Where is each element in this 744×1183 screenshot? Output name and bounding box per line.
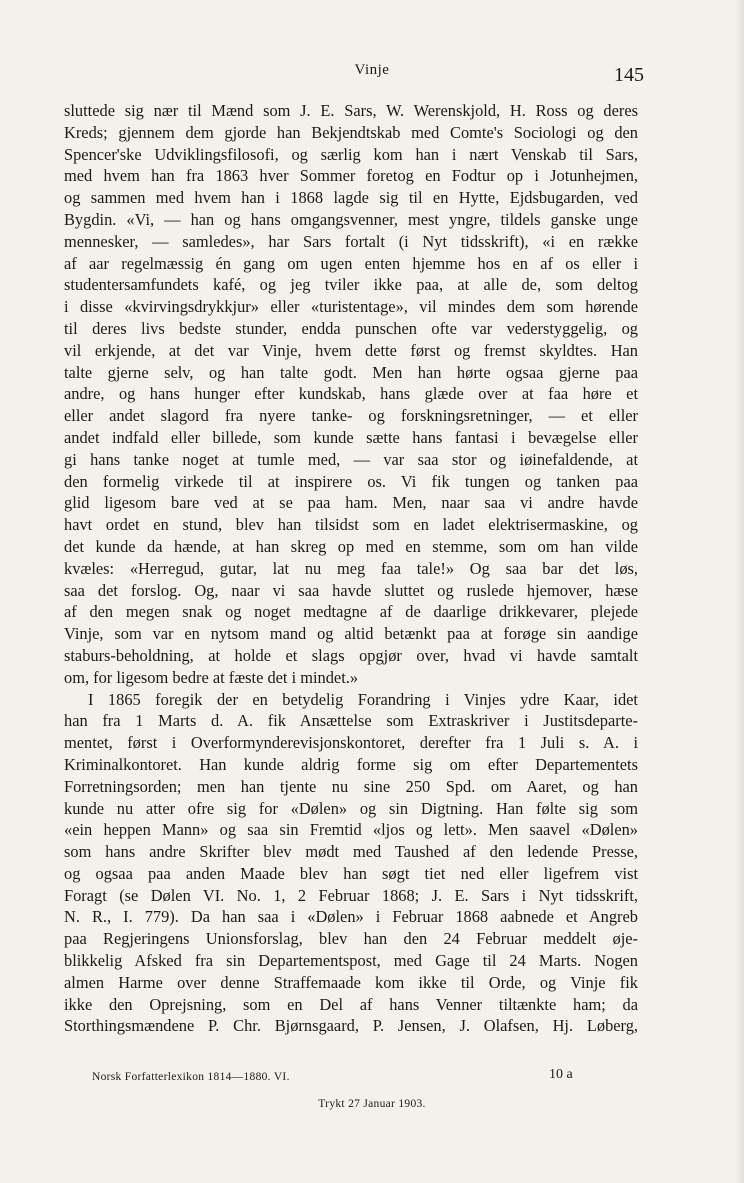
text-line: og ogsaa paa anden Maade blev han søgt tiet ned eller ligefrem vist bbox=[64, 863, 638, 883]
text-line: af den megen snak og noget medtagne af de daarlige drikkevarer, plejede bbox=[64, 602, 638, 622]
text-line: Bygdin. «Vi, — han og hans omgangsvenner, mest yngre, tildels ganske unge bbox=[64, 209, 638, 229]
text-line: saa det forslog. Og, naar vi saa havde sluttet og ruslede hjemover, hæse bbox=[64, 580, 638, 600]
text-line: Kriminalkontoret. Han kunde aldrig forme sig om efter Departementets bbox=[64, 754, 638, 774]
footer-signature-mark: 10 a bbox=[549, 1067, 573, 1082]
body-text bbox=[64, 100, 638, 1037]
text-line: blikkelig Afsked fra sin Departementspost, med Gage til 24 Marts. Nogen bbox=[64, 951, 638, 971]
text-line: som hans andre Skrifter blev mødt med Taushed af den ledende Presse, bbox=[64, 842, 638, 862]
text-line: Vinje, som var en nytsom mand og altid betænkt paa at forøge sin aandige bbox=[64, 624, 638, 644]
text-line: I 1865 foregik der en betydelig Forandring i Vinjes ydre Kaar, idet bbox=[88, 689, 638, 709]
text-line: Forretningsorden; men han tjente nu sine 250 Spd. om Aaret, og han bbox=[64, 776, 638, 796]
text-line: det kunde da hænde, at han skreg op med en stemme, som om han vilde bbox=[64, 536, 638, 556]
text-line: andet indfald eller billede, som kunde sætte hans fantasi i bevægelse eller bbox=[64, 427, 638, 447]
text-line: Spencer'ske Udviklingsfilosofi, og særlig kom han i nært Venskab til Sars, bbox=[64, 144, 638, 164]
text-line: paa Regjeringens Unionsforslag, blev han den 24 Februar meddelt øje- bbox=[64, 929, 638, 949]
footer-printed-date: Trykt 27 Januar 1903. bbox=[318, 1098, 426, 1110]
text-line: andre, og hans hunger efter kundskab, hans glæde over at faa høre et bbox=[64, 384, 638, 404]
text-line: havt ordet en stund, blev han tilsidst som en ladet elektrisermaskine, og bbox=[64, 515, 638, 535]
text-line: ikke den Oprejsning, som en Del af hans Venner tiltænkte ham; da bbox=[64, 994, 638, 1014]
running-title: Vinje bbox=[354, 62, 390, 78]
paragraph-1 bbox=[64, 100, 638, 689]
text-line: mennesker, — samledes», har Sars fortalt (i Nyt tidsskrift), «i en række bbox=[64, 231, 638, 251]
text-line: glid ligesom bare ved at se paa ham. Men, naar saa vi andre havde bbox=[64, 493, 638, 513]
text-line: vil erkjende, at det var Vinje, hvem dette først og fremst skyldtes. Han bbox=[64, 340, 638, 360]
text-line: i disse «kvirvingsdrykkjur» eller «turistentage», vil mindes dem som hørende bbox=[64, 297, 638, 317]
text-line: af aar regelmæssig én gang om ugen enten hjemme hos en af os eller i bbox=[64, 253, 638, 273]
text-line: staburs-beholdning, at holde et slags opgjør over, hvad vi havde samtalt bbox=[64, 645, 638, 665]
text-line: kvæles: «Herregud, gutar, lat nu meg faa tale!» Og saa bar det løs, bbox=[64, 558, 638, 578]
text-line: til deres livs bedste stunder, endda punschen ofte var vederstyggelig, og bbox=[64, 318, 638, 338]
page-number: 145 bbox=[614, 64, 644, 86]
text-line: Kreds; gjennem dem gjorde han Bekjendtskab med Comte's Sociologi og den bbox=[64, 122, 638, 142]
text-line: eller andet slagord fra nyere tanke- og forskningsretninger, — et eller bbox=[64, 406, 638, 426]
text-line: almen Harme over denne Straffemaade kom ikke til Orde, og Vinje fik bbox=[64, 972, 638, 992]
text-line: talte gjerne selv, og han talte godt. Men han hørte ogsaa gjerne paa bbox=[64, 362, 638, 382]
text-line: han fra 1 Marts d. A. fik Ansættelse som Extraskriver i Justitsdeparte- bbox=[64, 711, 638, 731]
text-line: Storthingsmændene P. Chr. Bjørnsgaard, P. Jensen, J. Olafsen, Hj. Løberg, bbox=[64, 1016, 638, 1036]
footer-signature-line: Norsk Forfatterlexikon 1814—1880. VI. bbox=[92, 1071, 290, 1083]
text-line: Foragt (se Dølen VI. No. 1, 2 Februar 1868; J. E. Sars i Nyt tidsskrift, bbox=[64, 885, 638, 905]
text-line: gi hans tanke noget at tumle med, — var saa stor og iøinefaldende, at bbox=[64, 449, 638, 469]
text-line: og sammen med hvem han i 1868 lagde sig til en Hytte, Ejdsbugarden, ved bbox=[64, 188, 638, 208]
text-line: om, for ligesom bedre at fæste det i mindet.» bbox=[64, 667, 359, 687]
text-line: studentersamfundets kafé, og jeg tviler ikke paa, at alle de, som deltog bbox=[64, 275, 638, 295]
text-line: N. R., I. 779). Da han saa i «Dølen» i Februar 1868 aabnede et Angreb bbox=[64, 907, 638, 927]
text-line: «ein heppen Mann» og saa sin Fremtid «ljos og lett». Men saavel «Dølen» bbox=[64, 820, 638, 840]
text-line: med hvem han fra 1863 hver Sommer foretog en Fodtur op i Jotunhejmen, bbox=[64, 166, 638, 186]
paragraph-2 bbox=[64, 689, 638, 1038]
page-edge-shadow bbox=[736, 0, 744, 1183]
text-line: sluttede sig nær til Mænd som J. E. Sars, W. Werenskjold, H. Ross og deres bbox=[64, 101, 638, 120]
text-line: mentet, først i Overformynderevisjonskontoret, derefter fra 1 Juli s. A. i bbox=[64, 733, 638, 753]
text-line: den formelig virkede til at inspirere os. Vi fik tungen og tanken paa bbox=[64, 471, 638, 491]
text-line: kunde nu atter ofre sig for «Dølen» og sin Digtning. Han følte sig som bbox=[64, 798, 638, 818]
